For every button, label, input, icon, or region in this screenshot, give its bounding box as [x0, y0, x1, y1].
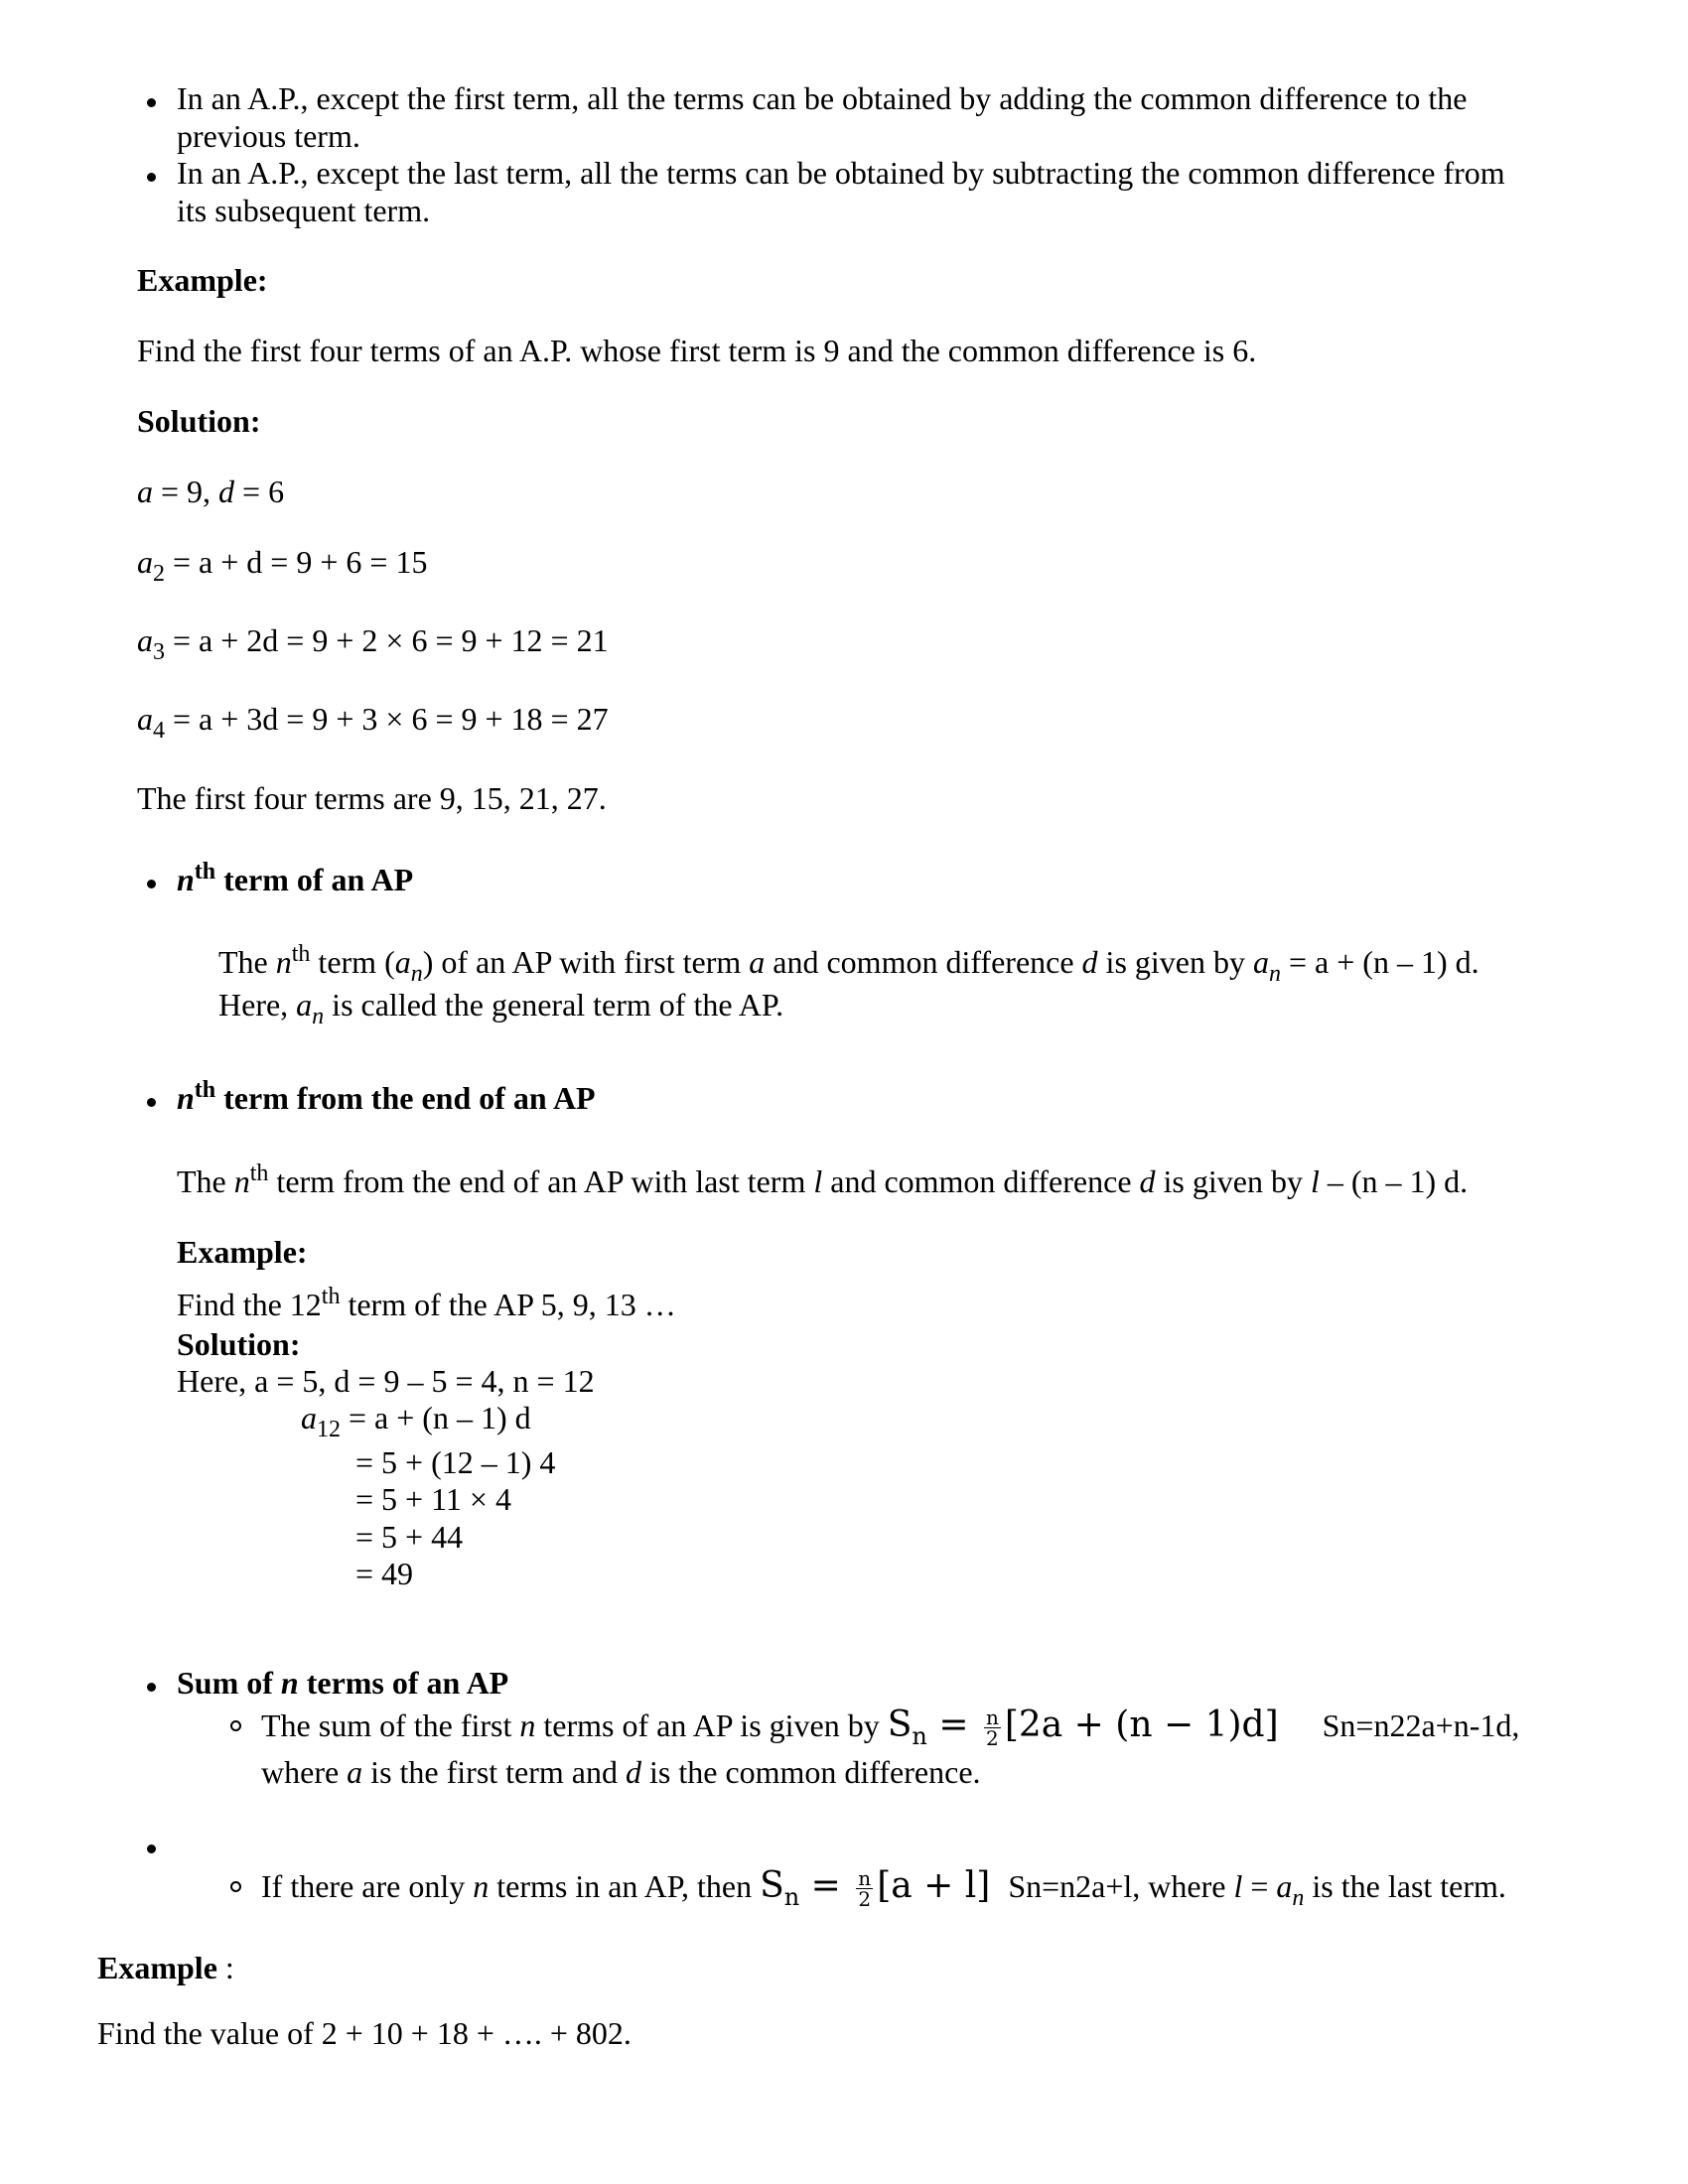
- bullet-icon: [147, 1844, 156, 1853]
- example-2-step-3: = 5 + 11 × 4: [355, 1481, 511, 1517]
- sum-formula-line1: The sum of the first n terms of an AP is given by $S_n$ = $\frac{n}{2}$ [2a + (n − 1)d] Sn=n22a+n-1d,: [261, 1705, 1520, 1750]
- nth-term-definition-line1: The $n^{th}$ term $(a_n)$ of an AP with first term a and common difference d is given by $a_n = a + (n - 1)$ d.: [218, 941, 1479, 987]
- example-1-question: Find the first four terms of an A.P. whose first term is 9 and the common difference is 6.: [137, 333, 1257, 368]
- example-2-solution-heading: Solution:: [177, 1326, 301, 1362]
- sum-formula-line2: where a is the first term and d is the common difference.: [261, 1754, 981, 1790]
- bullet-icon: [147, 1098, 156, 1107]
- sum-heading: Sum of n terms of an AP: [177, 1665, 509, 1701]
- example-1-solution-heading: Solution:: [137, 403, 261, 439]
- bullet-icon: [147, 880, 156, 888]
- example-1-given: a = 9, d = 6: [137, 474, 285, 509]
- bullet-icon: [147, 1683, 156, 1692]
- example-1-step-a2: $a_2 = a + d = 9 + 6 = 15$: [137, 544, 428, 587]
- intro-bullet-2-line2: its subsequent term.: [177, 193, 431, 228]
- example-2-question: Find the 12th term of the AP 5, 9, 13 …: [177, 1284, 676, 1322]
- intro-bullet-1-line1: In an A.P., except the first term, all the terms can be obtained by adding the common difference to the: [177, 80, 1468, 116]
- nth-term-heading: $n^{th}$ term of an AP: [177, 859, 414, 897]
- sum-last-term-formula: If there are only n terms in an AP, then $S_n$ = $\frac{n}{2}$ [a + l] Sn=n2a+l, where $l = a_n$ is the last term.: [261, 1865, 1506, 1911]
- nth-term-from-end-heading: $n^{th}$ term from the end of an AP: [177, 1077, 596, 1116]
- example-1-heading: Example:: [137, 262, 268, 298]
- example-3-heading: Example :: [97, 1950, 234, 1985]
- example-2-step-5: = 49: [355, 1556, 414, 1591]
- nth-term-from-end-definition: The $n^{th}$ term from the end of an AP with last term l and common difference d is given by l – (n – 1) d.: [177, 1160, 1469, 1199]
- bullet-icon: [147, 98, 156, 107]
- sum-formula-2: $S_n$ = $\frac{n}{2}$ [a + l]: [760, 1865, 991, 1911]
- circle-bullet-icon: [230, 1720, 241, 1731]
- example-1-conclusion: The first four terms are 9, 15, 21, 27.: [137, 780, 607, 816]
- intro-bullet-2-line1: In an A.P., except the last term, all the terms can be obtained by subtracting the common difference from: [177, 155, 1505, 191]
- sum-formula-1: $S_n$ = $\frac{n}{2}$ [2a + (n − 1)d]: [887, 1705, 1279, 1750]
- example-2-given: Here, a = 5, d = 9 – 5 = 4, n = 12: [177, 1363, 595, 1399]
- intro-bullet-1-line2: previous term.: [177, 118, 360, 154]
- example-1-step-a3: $a_3 = a + 2d = 9 + 2 \times 6 = 9 + 12 = 21$: [137, 622, 609, 665]
- example-1-step-a4: $a_4 = a + 3d = 9 + 3 \times 6 = 9 + 18 = 27$: [137, 701, 609, 744]
- bullet-icon: [147, 173, 156, 182]
- example-2-step-2: = 5 + (12 – 1) 4: [355, 1444, 556, 1480]
- example-2-step-1: $a_{12} = a + (n - 1)$ d: [301, 1400, 531, 1442]
- circle-bullet-icon: [230, 1881, 241, 1892]
- example-3-question: Find the value of 2 + 10 + 18 + …. + 802.: [97, 2015, 632, 2051]
- nth-term-definition-line2: Here, $a_n$ is called the general term of the AP.: [218, 987, 784, 1029]
- example-2-heading: Example:: [177, 1234, 308, 1270]
- example-2-step-4: = 5 + 44: [355, 1519, 464, 1555]
